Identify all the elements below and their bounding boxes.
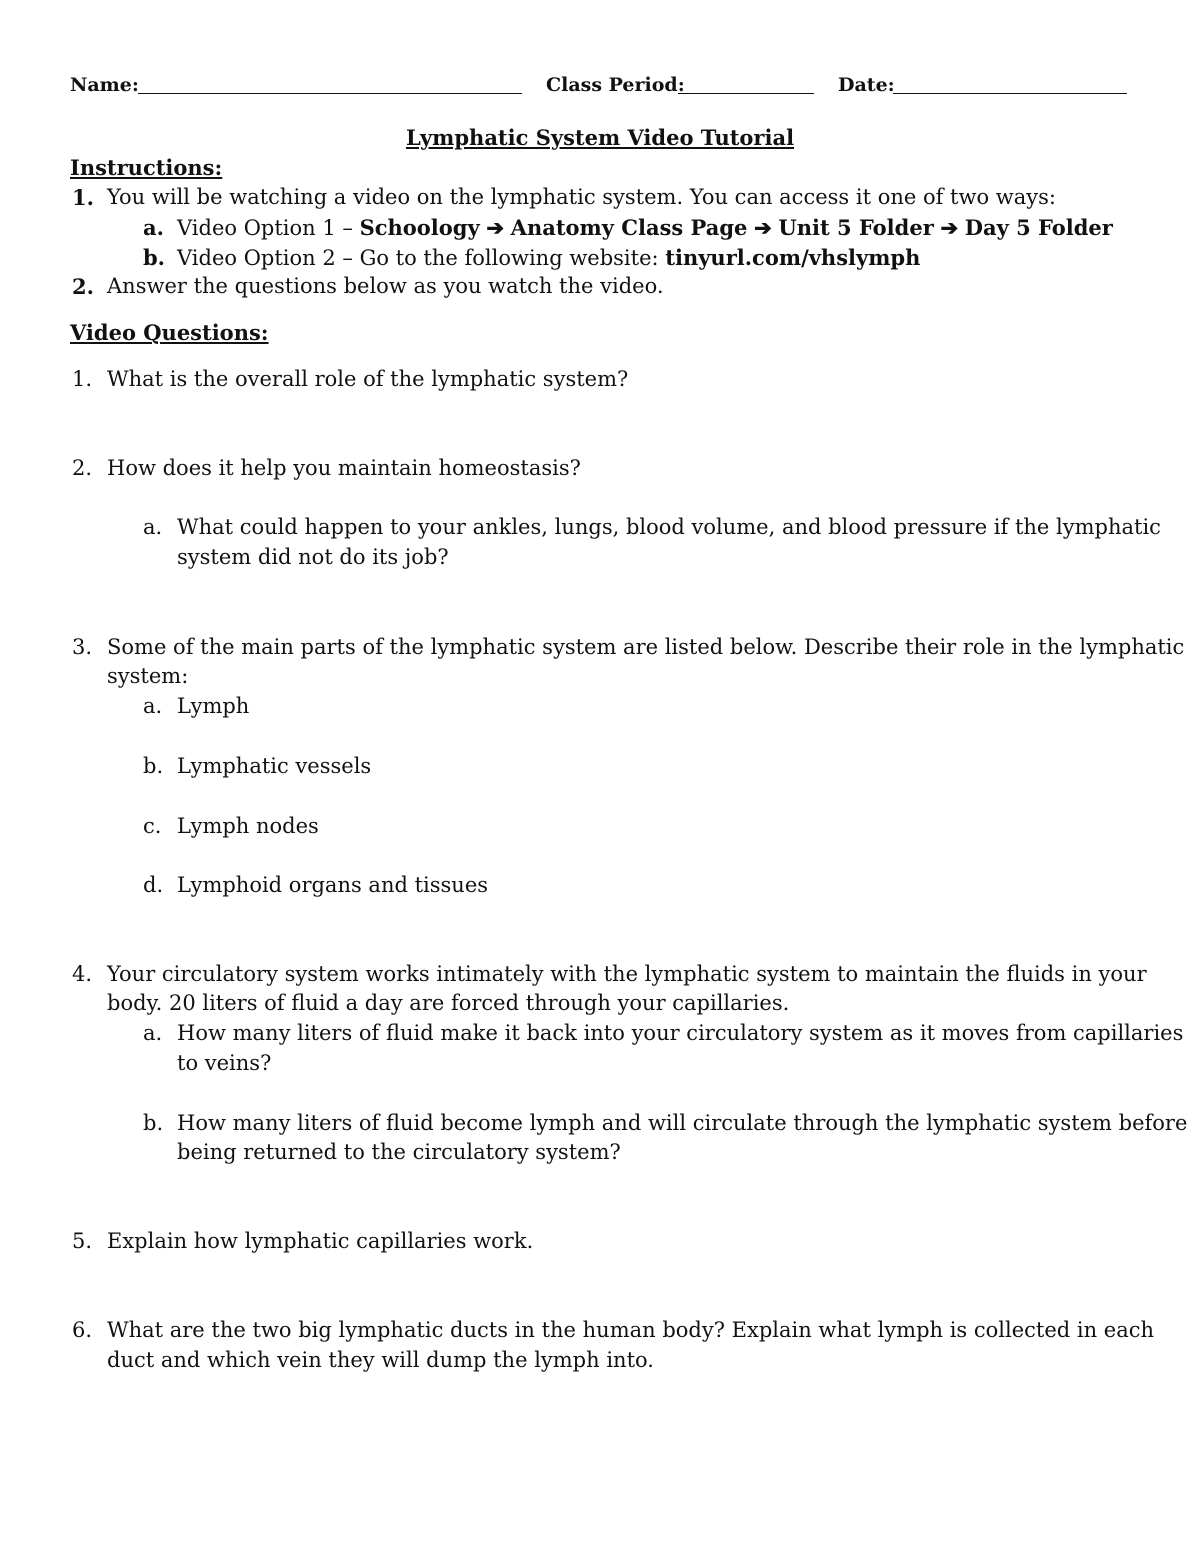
question-3b-marker: b. — [143, 754, 164, 778]
question-1-text: What is the overall role of the lymphatic system? — [107, 367, 629, 391]
instruction-1-text: You will be watching a video on the lymphatic system. You can access it one of two ways: — [107, 185, 1056, 209]
question-3c-marker: c. — [143, 814, 162, 838]
question-4a-line-2: to veins? — [177, 1051, 272, 1075]
option-a-lead: Video Option 1 – — [177, 216, 360, 240]
question-6-line-1: What are the two big lymphatic ducts in the human body? Explain what lymph is collected in each — [107, 1318, 1155, 1342]
option-b-marker: b. — [143, 245, 165, 270]
question-2a-marker: a. — [143, 515, 163, 539]
question-5-text: Explain how lymphatic capillaries work. — [107, 1229, 534, 1253]
video-questions-heading: Video Questions: — [70, 320, 269, 345]
class-period-label: Class Period: — [546, 74, 685, 96]
question-4b-line-2: being returned to the circulatory system? — [177, 1140, 621, 1164]
question-2-text: How does it help you maintain homeostasis? — [107, 456, 581, 480]
question-3b-text: Lymphatic vessels — [177, 754, 372, 778]
question-3d-text: Lymphoid organs and tissues — [177, 873, 489, 897]
question-4-line-2: body. 20 liters of fluid a day are forced through your capillaries. — [107, 991, 790, 1015]
name-label: Name: — [70, 74, 139, 96]
arrow-right-icon: ➔ — [754, 215, 772, 240]
question-4-number: 4. — [72, 962, 93, 986]
option-a-text — [177, 215, 1113, 240]
question-3c-text: Lymph nodes — [177, 814, 319, 838]
class-period-field-line[interactable] — [678, 93, 814, 94]
path-step-schoology: Schoology — [359, 215, 480, 240]
question-3a-text: Lymph — [177, 694, 250, 718]
question-6-line-2: duct and which vein they will dump the lymph into. — [107, 1348, 654, 1372]
arrow-right-icon: ➔ — [486, 215, 504, 240]
option-a-marker: a. — [143, 215, 164, 240]
question-1-number: 1. — [72, 367, 93, 391]
question-4a-line-1: How many liters of fluid make it back into your circulatory system as it moves from capillaries — [177, 1021, 1184, 1045]
arrow-right-icon: ➔ — [940, 215, 959, 240]
question-2a-line-2: system did not do its job? — [177, 545, 449, 569]
option-b-lead: Video Option 2 – Go to the following website: — [177, 246, 666, 270]
question-3-line-1: Some of the main parts of the lymphatic system are listed below. Describe their role in the lymphatic — [107, 635, 1185, 659]
instruction-1-number: 1. — [72, 185, 94, 210]
question-3d-marker: d. — [143, 873, 164, 897]
date-label: Date: — [838, 74, 895, 96]
question-3-number: 3. — [72, 635, 93, 659]
question-6-number: 6. — [72, 1318, 93, 1342]
page-title: Lymphatic System Video Tutorial — [405, 125, 795, 150]
name-field-line[interactable] — [138, 93, 522, 94]
question-4b-marker: b. — [143, 1111, 164, 1135]
question-5-number: 5. — [72, 1229, 93, 1253]
instruction-2-number: 2. — [72, 274, 94, 299]
path-step-unit-folder: Unit 5 Folder — [778, 215, 934, 240]
path-step-class-page: Anatomy Class Page — [510, 215, 748, 240]
question-2a-line-1: What could happen to your ankles, lungs, blood volume, and blood pressure if the lymphatic — [177, 515, 1161, 539]
date-field-line[interactable] — [893, 93, 1127, 94]
instructions-heading: Instructions: — [70, 155, 223, 180]
question-2-number: 2. — [72, 456, 93, 480]
question-4a-marker: a. — [143, 1021, 163, 1045]
question-3a-marker: a. — [143, 694, 163, 718]
instruction-2-text: Answer the questions below as you watch the video. — [107, 274, 664, 298]
question-4b-line-1: How many liters of fluid become lymph and will circulate through the lymphatic system before — [177, 1111, 1188, 1135]
option-b-text — [177, 245, 920, 270]
video-url-link[interactable]: tinyurl.com/vhslymph — [665, 245, 921, 270]
path-step-day-folder: Day 5 Folder — [964, 215, 1113, 240]
question-4-line-1: Your circulatory system works intimately with the lymphatic system to maintain the fluids in your — [107, 962, 1147, 986]
question-3-line-2: system: — [107, 664, 189, 688]
